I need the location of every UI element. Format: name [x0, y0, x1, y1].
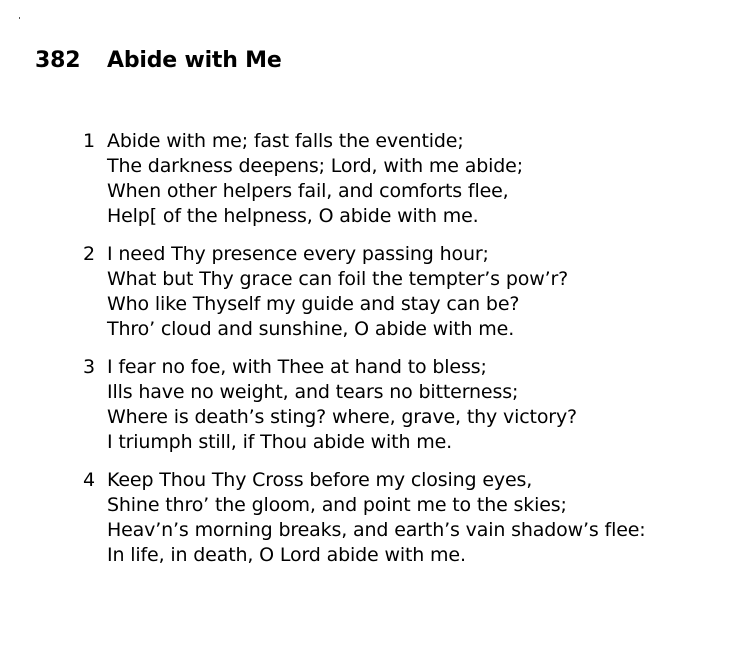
verse-3 [80, 355, 646, 455]
verse-number: 4 [83, 469, 96, 491]
verse-line: What but Thy grace can foil the tempter’s pow’r? [107, 268, 569, 290]
verse-1 [80, 129, 646, 229]
verse-line: The darkness deepens; Lord, with me abide; [107, 155, 523, 177]
verse-line: Thro’ cloud and sunshine, O abide with me. [107, 318, 515, 340]
verse-line: When other helpers fail, and comforts flee, [107, 180, 509, 202]
verse-number: 1 [83, 130, 96, 152]
verse-lines [107, 242, 568, 342]
corner-mark [19, 17, 20, 19]
verse-number: 2 [83, 243, 96, 265]
verse-lines [107, 355, 577, 455]
verse-list [80, 129, 646, 581]
verse-line: Shine thro’ the gloom, and point me to the skies; [107, 494, 567, 516]
verse-line: Where is death’s sting? where, grave, thy victory? [107, 406, 577, 428]
verse-2 [80, 242, 646, 342]
hymn-title: Abide with Me [107, 47, 282, 73]
verse-lines [107, 129, 523, 229]
verse-lines [107, 468, 646, 568]
verse-line: Who like Thyself my guide and stay can be? [107, 293, 520, 315]
hymn-number: 382 [35, 47, 81, 73]
verse-line: I fear no foe, with Thee at hand to bless; [107, 356, 487, 378]
verse-line: Keep Thou Thy Cross before my closing eyes, [107, 469, 533, 491]
verse-line: Help[ of the helpness, O abide with me. [107, 205, 479, 227]
verse-line: I triumph still, if Thou abide with me. [107, 431, 453, 453]
verse-line: Ills have no weight, and tears no bitterness; [107, 381, 519, 403]
verse-line: I need Thy presence every passing hour; [107, 243, 489, 265]
hymn-header [35, 45, 282, 75]
verse-line: In life, in death, O Lord abide with me. [107, 544, 466, 566]
verse-number: 3 [83, 356, 96, 378]
verse-4 [80, 468, 646, 568]
verse-line: Heav’n’s morning breaks, and earth’s vain shadow’s flee: [107, 519, 646, 541]
verse-line: Abide with me; fast falls the eventide; [107, 130, 464, 152]
